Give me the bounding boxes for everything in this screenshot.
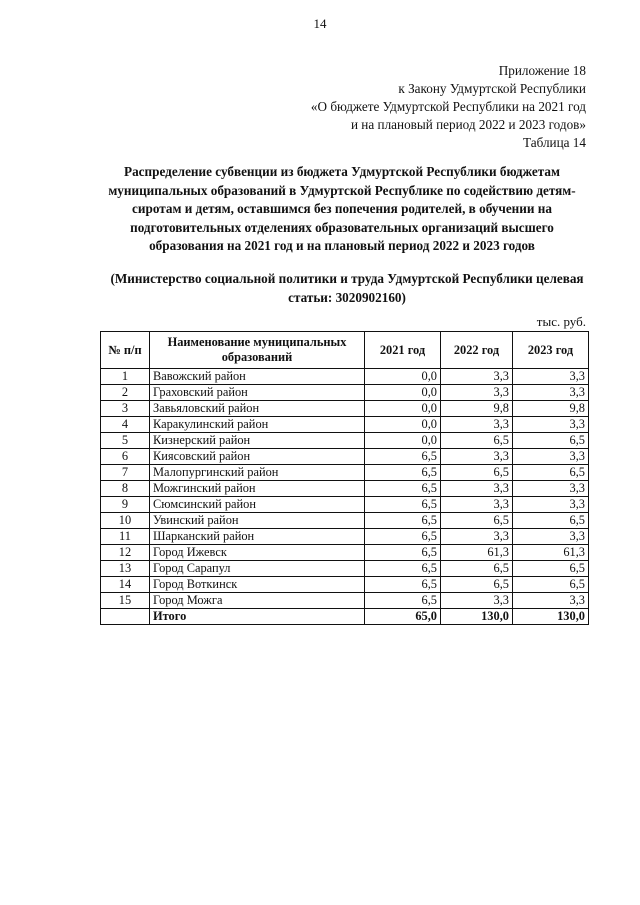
value-2023: 6,5 [513, 577, 589, 593]
units-label: тыс. руб. [536, 314, 586, 329]
value-2022: 3,3 [441, 497, 513, 513]
table-header-row [101, 332, 589, 369]
value-2023: 6,5 [513, 513, 589, 529]
table-row [101, 497, 589, 513]
row-number: 13 [101, 561, 150, 577]
table-row [101, 433, 589, 449]
value-2023: 6,5 [513, 465, 589, 481]
table-row [101, 593, 589, 609]
value-2022: 61,3 [441, 545, 513, 561]
value-2022: 9,8 [441, 401, 513, 417]
municipality-name: Кизнерский район [150, 433, 365, 449]
value-2022: 3,3 [441, 481, 513, 497]
row-number: 7 [101, 465, 150, 481]
municipality-name: Киясовский район [150, 449, 365, 465]
value-2023: 3,3 [513, 497, 589, 513]
total-row [101, 609, 589, 625]
value-2023: 6,5 [513, 433, 589, 449]
value-2023: 3,3 [513, 417, 589, 433]
value-2022: 3,3 [441, 593, 513, 609]
table-row [101, 401, 589, 417]
row-number: 15 [101, 593, 150, 609]
document-title [92, 163, 592, 256]
ministry-note [92, 270, 602, 307]
total-value-2023: 130,0 [513, 609, 589, 625]
row-number: 9 [101, 497, 150, 513]
value-2021: 0,0 [365, 401, 441, 417]
ministry-line: статьи: 3020902160) [288, 289, 406, 305]
table-row [101, 577, 589, 593]
total-value-2021: 65,0 [365, 609, 441, 625]
page-number: 14 [313, 16, 327, 31]
table-row [101, 449, 589, 465]
header-2022: 2022 год [441, 332, 513, 369]
table-row [101, 545, 589, 561]
total-row-number [101, 609, 150, 625]
appendix-line: и на плановый период 2022 и 2023 годов» [350, 117, 586, 132]
value-2021: 0,0 [365, 385, 441, 401]
table-row [101, 369, 589, 385]
total-municipality-name: Итого [150, 609, 365, 625]
row-number: 1 [101, 369, 150, 385]
table-row [101, 385, 589, 401]
municipality-name: Город Воткинск [150, 577, 365, 593]
row-number: 14 [101, 577, 150, 593]
ministry-line: (Министерство социальной политики и труда Удмуртской Республики целевая [110, 271, 584, 286]
title-line: подготовительных отделениях образовательных организаций высшего [130, 219, 554, 235]
municipality-name: Можгинский район [150, 481, 365, 497]
value-2022: 3,3 [441, 369, 513, 385]
table-row [101, 513, 589, 529]
appendix-line: к Закону Удмуртской Республики [398, 81, 586, 96]
appendix-line: Приложение 18 [498, 63, 586, 78]
value-2023: 3,3 [513, 449, 589, 465]
title-line: Распределение субвенции из бюджета Удмуртской Республики бюджетам [124, 164, 560, 179]
value-2022: 6,5 [441, 561, 513, 577]
value-2023: 3,3 [513, 369, 589, 385]
subsidy-table [100, 331, 589, 625]
value-2021: 0,0 [365, 369, 441, 385]
title-line: сиротам и детям, оставшимся без попечения родителей, в обучении на [132, 201, 552, 216]
value-2021: 6,5 [365, 449, 441, 465]
municipality-name: Город Можга [150, 593, 365, 609]
table-row [101, 529, 589, 545]
table-number: Таблица 14 [523, 135, 586, 150]
table-row [101, 561, 589, 577]
header-name: Наименование муниципальных образований [150, 332, 365, 369]
appendix-line: «О бюджете Удмуртской Республики на 2021 год [310, 99, 586, 114]
municipality-name: Малопургинский район [150, 465, 365, 481]
municipality-name: Вавожский район [150, 369, 365, 385]
header-2021: 2021 год [365, 332, 441, 369]
value-2022: 6,5 [441, 577, 513, 593]
value-2021: 6,5 [365, 465, 441, 481]
value-2021: 6,5 [365, 561, 441, 577]
value-2022: 6,5 [441, 465, 513, 481]
municipality-name: Город Ижевск [150, 545, 365, 561]
title-line: образования на 2021 год и на плановый период 2022 и 2023 годов [149, 238, 535, 253]
municipality-name: Завьяловский район [150, 401, 365, 417]
value-2023: 3,3 [513, 593, 589, 609]
value-2022: 3,3 [441, 529, 513, 545]
value-2021: 6,5 [365, 593, 441, 609]
value-2021: 6,5 [365, 529, 441, 545]
row-number: 6 [101, 449, 150, 465]
table-row [101, 465, 589, 481]
value-2023: 3,3 [513, 529, 589, 545]
value-2022: 6,5 [441, 433, 513, 449]
value-2023: 3,3 [513, 385, 589, 401]
value-2022: 3,3 [441, 385, 513, 401]
municipality-name: Граховский район [150, 385, 365, 401]
total-value-2022: 130,0 [441, 609, 513, 625]
value-2021: 6,5 [365, 577, 441, 593]
value-2023: 3,3 [513, 481, 589, 497]
row-number: 10 [101, 513, 150, 529]
value-2021: 6,5 [365, 481, 441, 497]
value-2022: 3,3 [441, 449, 513, 465]
table-row [101, 481, 589, 497]
row-number: 3 [101, 401, 150, 417]
value-2023: 61,3 [513, 545, 589, 561]
municipality-name: Город Сарапул [150, 561, 365, 577]
row-number: 2 [101, 385, 150, 401]
row-number: 4 [101, 417, 150, 433]
row-number: 8 [101, 481, 150, 497]
table-row [101, 417, 589, 433]
municipality-name: Шарканский район [150, 529, 365, 545]
value-2023: 6,5 [513, 561, 589, 577]
value-2022: 3,3 [441, 417, 513, 433]
value-2021: 6,5 [365, 513, 441, 529]
row-number: 12 [101, 545, 150, 561]
value-2021: 0,0 [365, 417, 441, 433]
municipality-name: Увинский район [150, 513, 365, 529]
title-line: муниципальных образований в Удмуртской Республике по содействию детям- [108, 182, 576, 198]
value-2022: 6,5 [441, 513, 513, 529]
row-number: 11 [101, 529, 150, 545]
row-number: 5 [101, 433, 150, 449]
header-num: № п/п [101, 332, 150, 369]
value-2021: 6,5 [365, 497, 441, 513]
value-2023: 9,8 [513, 401, 589, 417]
value-2021: 6,5 [365, 545, 441, 561]
appendix-block [226, 62, 586, 152]
table-body [101, 369, 589, 625]
municipality-name: Каракулинский район [150, 417, 365, 433]
value-2021: 0,0 [365, 433, 441, 449]
header-2023: 2023 год [513, 332, 589, 369]
municipality-name: Сюмсинский район [150, 497, 365, 513]
